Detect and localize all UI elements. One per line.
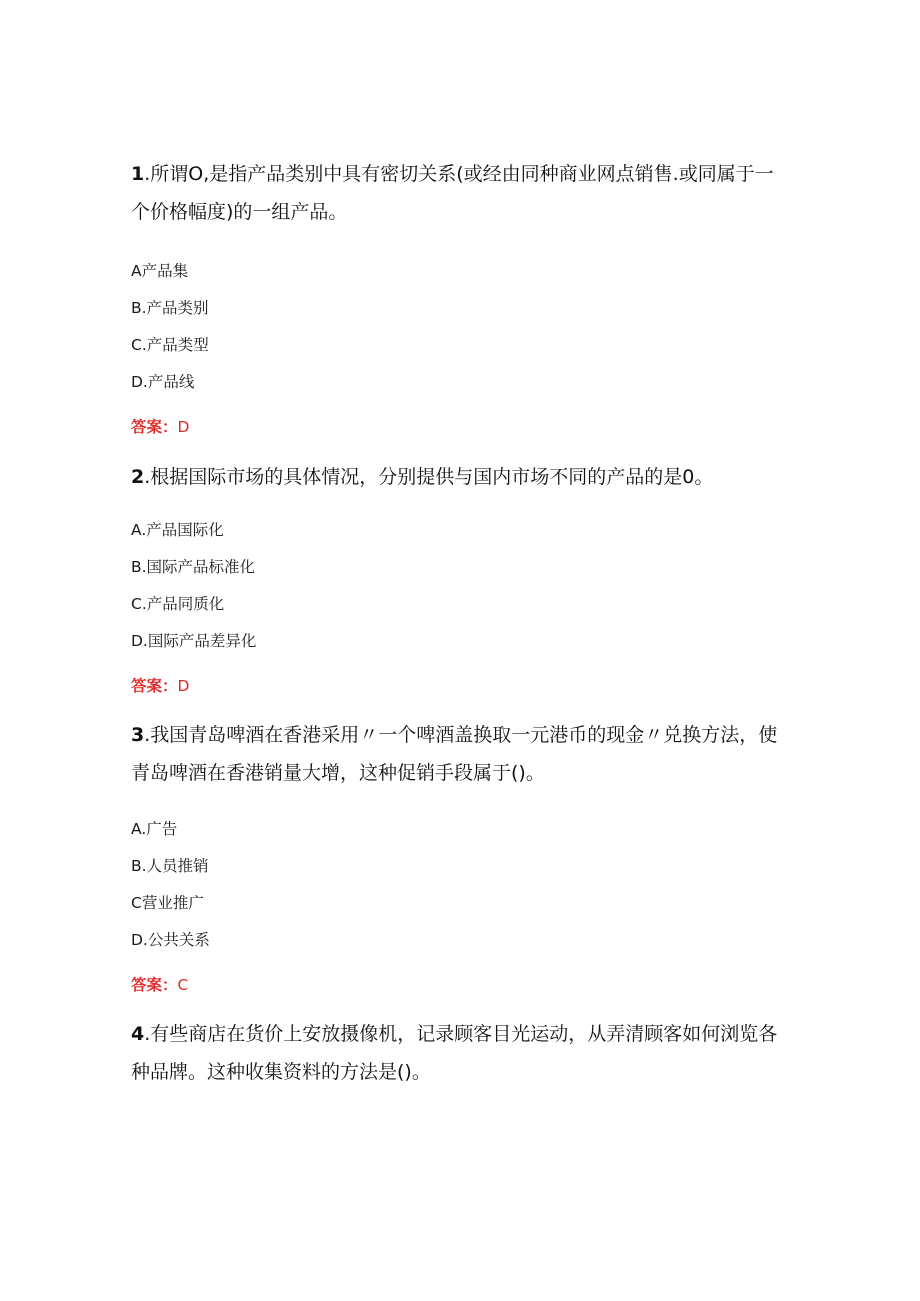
question-text: .所谓O,是指产品类别中具有密切关系(或经由同种商业网点销售.或同属于一个价格幅度)的一组产品。: [131, 163, 774, 223]
question-text: .根据国际市场的具体情况，分别提供与国内市场不同的产品的是0。: [144, 466, 714, 488]
option-b: B.人员推销: [131, 857, 209, 875]
answer-2: [131, 676, 189, 696]
question-number: 2: [131, 466, 145, 488]
question-1: [131, 155, 781, 231]
option-d: D.公共关系: [131, 931, 210, 949]
answer-value: D: [177, 418, 190, 436]
option-b: B.国际产品标准化: [131, 558, 256, 576]
answer-label: 答案：: [131, 677, 178, 695]
answer-3: [131, 975, 188, 995]
answer-label: 答案：: [131, 976, 178, 994]
answer-1: [131, 417, 189, 437]
answer-label: 答案：: [131, 418, 178, 436]
option-c: C.产品类型: [131, 336, 209, 354]
question-text: .我国青岛啤酒在香港采用〃一个啤酒盖换取一元港币的现金〃兑换方法，使青岛啤酒在香港销量大增，这种促销手段属于()。: [131, 724, 778, 784]
answer-value: C: [177, 976, 189, 994]
question-number: 3: [131, 724, 145, 746]
question-2: [131, 458, 781, 496]
question-4: [131, 1015, 781, 1091]
option-a: A产品集: [131, 262, 189, 280]
option-c: C营业推广: [131, 894, 204, 912]
option-c: C.产品同质化: [131, 595, 225, 613]
answer-value: D: [177, 677, 190, 695]
option-d: D.国际产品差异化: [131, 632, 257, 650]
question-number: 1: [131, 163, 145, 185]
option-d: D.产品线: [131, 373, 195, 391]
option-a: A.产品国际化: [131, 521, 224, 539]
question-text: .有些商店在货价上安放摄像机，记录顾客目光运动，从弄清顾客如何浏览各种品牌。这种收集资料的方法是()。: [131, 1023, 778, 1083]
option-b: B.产品类别: [131, 299, 209, 317]
question-3: [131, 716, 781, 792]
option-a: A.广告: [131, 820, 178, 838]
question-number: 4: [131, 1023, 145, 1045]
